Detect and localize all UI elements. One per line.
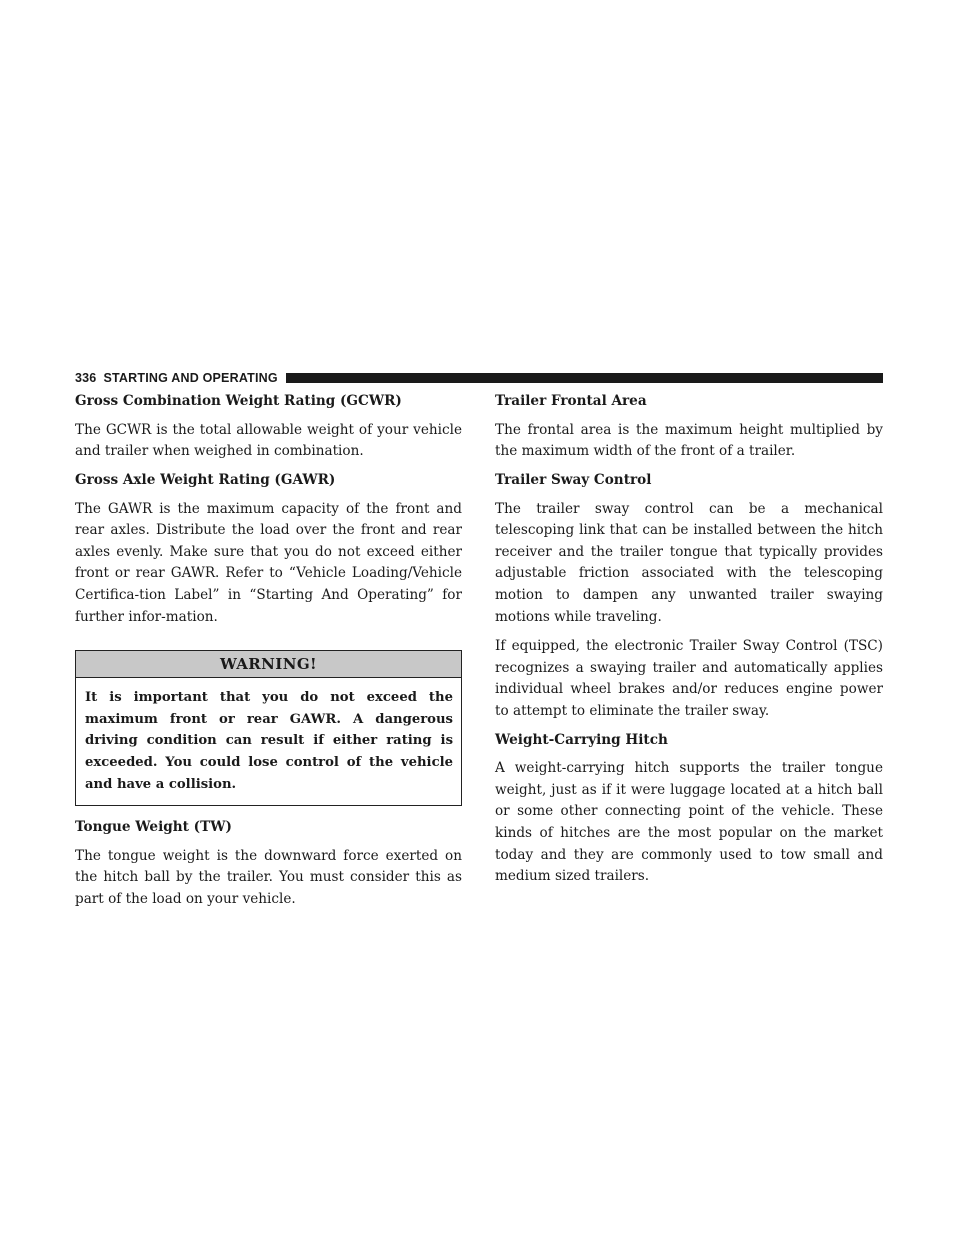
right-column xyxy=(495,392,883,896)
sway-control-body-1: The trailer sway control can be a mechanical telescoping link that can be installed between the hitch receiver and the trailer tongue that typically provides adjustable friction associated with the telescoping motion to dampen any unwanted trailer swaying motions while traveling. xyxy=(495,500,883,625)
gawr-body: The GAWR is the maximum capacity of the front and rear axles. Distribute the load over the front and rear axles evenly. Make sure that you do not exceed either front or rear GAWR. Refer to “Vehicle Loading/Vehicle Certifica-tion Label” in “Starting And Operating” for further infor-mation. xyxy=(75,500,462,625)
tongue-weight-section xyxy=(75,818,462,910)
page-number: 336 xyxy=(75,371,97,385)
sway-control-section xyxy=(495,471,883,723)
weight-carrying-hitch-body: A weight-carrying hitch supports the trailer tongue weight, just as if it were luggage located at a hitch ball or some other connecting point of the vehicle. These kinds of hitches are the most popular on the market today and they are commonly used to tow small and medium sized trailers. xyxy=(495,760,883,885)
left-column xyxy=(75,392,462,919)
header-rule xyxy=(286,373,883,383)
frontal-area-body: The frontal area is the maximum height multiplied by the maximum width of the front of a trailer. xyxy=(495,421,883,460)
sway-control-body-2: If equipped, the electronic Trailer Sway Control (TSC) recognizes a swaying trailer and automatically applies individual wheel brakes and/or reduces engine power to attempt to eliminate the trailer sway. xyxy=(495,638,883,719)
gcwr-section xyxy=(75,392,462,463)
weight-carrying-hitch-heading: Weight-Carrying Hitch xyxy=(495,731,668,748)
weight-carrying-hitch-section xyxy=(495,731,883,888)
tongue-weight-heading: Tongue Weight (TW) xyxy=(75,819,232,836)
gcwr-body: The GCWR is the total allowable weight of your vehicle and trailer when weighed in combination. xyxy=(75,421,462,460)
page-header xyxy=(75,370,883,386)
warning-title: WARNING! xyxy=(76,651,461,678)
tongue-weight-body: The tongue weight is the downward force exerted on the hitch ball by the trailer. You must consider this as part of the load on your vehicle. xyxy=(75,847,462,908)
gawr-section xyxy=(75,471,462,628)
warning-body: It is important that you do not exceed the maximum front or rear GAWR. A dangerous driving condition can result if either rating is exceeded. You could lose control of the vehicle and have a collision. xyxy=(85,690,453,792)
gawr-heading: Gross Axle Weight Rating (GAWR) xyxy=(75,471,336,488)
frontal-area-section xyxy=(495,392,883,463)
warning-box xyxy=(75,650,462,806)
section-title: STARTING AND OPERATING xyxy=(103,371,278,385)
sway-control-heading: Trailer Sway Control xyxy=(495,471,652,488)
frontal-area-heading: Trailer Frontal Area xyxy=(495,393,647,409)
gcwr-heading: Gross Combination Weight Rating (GCWR) xyxy=(75,393,402,409)
